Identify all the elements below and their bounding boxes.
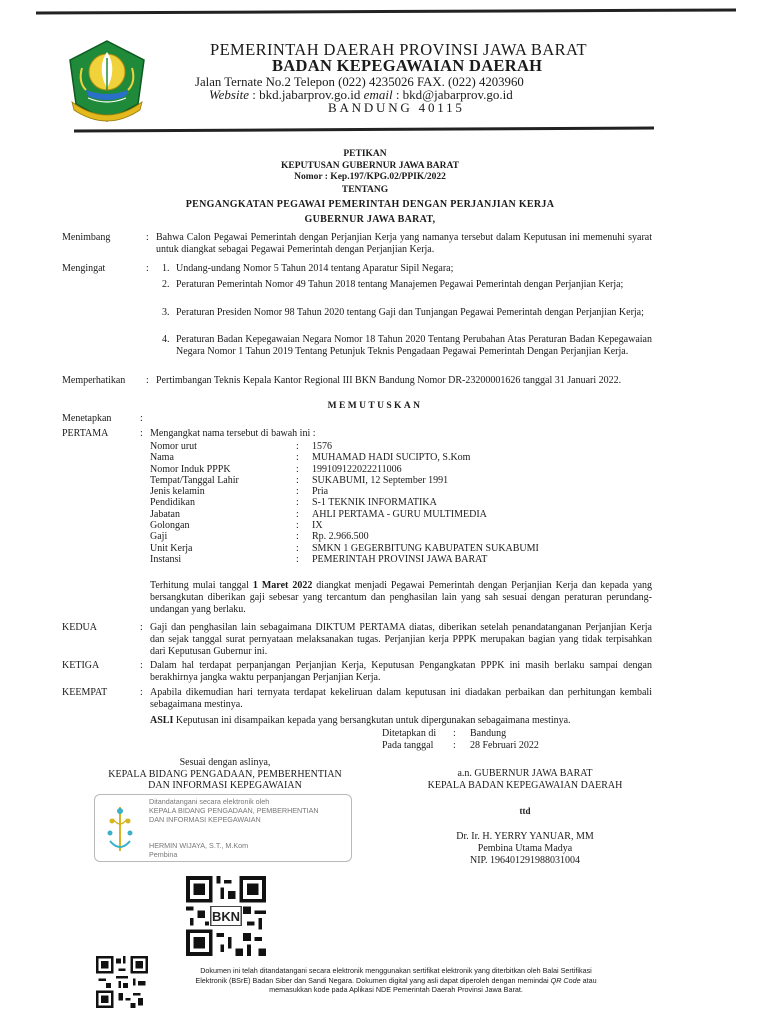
esign-rank: Pembina — [149, 850, 178, 859]
mengingat-item: 2. Peraturan Pemerintah Nomor 49 Tahun 2018 tentang Manajemen Pegawai Pemerintah dengan Perjanjian Kerja; — [162, 279, 624, 290]
asli-text: ASLI Keputusan ini disampaikan kepada yang bersangkutan untuk dipergunakan sebagaimana mestinya. — [150, 715, 571, 726]
colon: : — [140, 687, 143, 698]
ditetapkan-di: Ditetapkan di : Bandung — [382, 728, 507, 739]
colon: : — [146, 375, 149, 386]
letterhead-city: BANDUNG 40115 — [328, 100, 465, 115]
colon: : — [140, 428, 143, 439]
electronic-signature-notice: Dokumen ini telah ditandatangani secara elektronik menggunakan sertifikat elektronik yang diterbitkan oleh Balai Sertifikasi Elektronik (BSrE) Badan Siber dan Sandi Negara. Dokumen digital yang asli dapat diperoleh dengan memindai QR Code atau memasukkan kode pada Aplikasi NDE Pemerintah Daerah Provinsi Jawa Barat. — [195, 966, 597, 995]
label-memperhatikan: Memperhatikan — [62, 375, 126, 386]
website-label: Website — [209, 87, 249, 102]
electronic-signature-box — [94, 794, 352, 862]
letterhead-government: PEMERINTAH DAERAH PROVINSI JAWA BARAT — [210, 40, 588, 59]
signature-right-title: a.n. GUBERNUR JAWA BARAT KEPALA BADAN KEPEGAWAIAN DAERAH — [427, 768, 623, 791]
keempat-text: Apabila dikemudian hari ternyata terdapat kekeliruan dalam keputusan ini diadakan perbaikan dan perhitungan kembali sebagaimana mestinya. — [150, 687, 652, 711]
label-menimbang: Menimbang — [62, 232, 111, 243]
label-keempat: KEEMPAT — [62, 687, 108, 698]
colon: : — [146, 263, 149, 274]
colon: : — [140, 622, 143, 633]
esign-title-2: DAN INFORMASI KEPEGAWAIAN — [149, 815, 261, 824]
email-label: email — [363, 87, 393, 102]
letterhead-address: Jalan Ternate No.2 Telepon (022) 4235026 FAX. (022) 4203960 — [195, 75, 524, 89]
pada-tanggal: Pada tanggal : 28 Februari 2022 — [382, 740, 539, 751]
esign-title-1: KEPALA BIDANG PENGADAAN, PEMBERHENTIAN — [149, 806, 319, 815]
label-ketiga: KETIGA — [62, 660, 100, 671]
terhitung-text: Terhitung mulai tanggal 1 Maret 2022 diangkat menjadi Pegawai Pemerintah dengan Perjanjian Kerja dan kepada yang bersangkutan diberikan gaji sebesar yang tercantum dan penghasilan lain yang sah sesuai dengan peraturan perundang-undangan yang berlaku. — [150, 580, 653, 616]
mengingat-item: 4. Peraturan Badan Kepegawaian Negara Nomor 18 Tahun 2020 Tentang Perubahan Atas Peraturan Badan Kepegawaian Negara Nomor 1 Tahun 2019 Tentang Petunjuk Teknis Pengadaan Pegawai Pemerintah Dengan Perjanjian Kerja. — [162, 334, 652, 358]
doc-number: Nomor : Kep.197/KPG.02/PPIK/2022 — [294, 172, 446, 182]
bsre-logo-icon — [105, 803, 135, 855]
colon: : — [140, 660, 143, 671]
memperhatikan-text: Pertimbangan Teknis Kepala Kantor Regional III BKN Bandung Nomor DR-23200001626 tanggal 31 Januari 2022. — [156, 375, 622, 386]
pertama-intro: Mengangkat nama tersebut di bawah ini : — [150, 428, 316, 439]
esign-name: HERMIN WIJAYA, S.T., M.Kom — [149, 841, 249, 850]
colon: : — [146, 232, 149, 243]
doc-petikan: PETIKAN — [343, 149, 387, 159]
top-border-line — [36, 8, 736, 14]
label-pertama: PERTAMA — [62, 428, 109, 439]
doc-subject: PENGANGKATAN PEGAWAI PEMERINTAH DENGAN PERJANJIAN KERJA — [185, 199, 555, 210]
signatory-details: Dr. Ir. H. YERRY YANUAR, MM Pembina Utama Madya NIP. 196401291988031004 — [456, 831, 594, 866]
ttd-mark: ttd — [519, 806, 531, 816]
mengingat-item: 3. Peraturan Presiden Nomor 98 Tahun 2020 tentang Gaji dan Tunjangan Pegawai Pemerintah dengan Perjanjian Kerja; — [162, 307, 644, 318]
label-kedua: KEDUA — [62, 622, 97, 633]
letterhead — [0, 24, 768, 132]
qr-code-bkn-icon[interactable] — [186, 876, 266, 956]
website-value[interactable]: : bkd.jabarprov.go.id — [248, 87, 364, 102]
doc-tentang: TENTANG — [341, 185, 389, 195]
colon: : — [140, 413, 143, 424]
doc-keputusan: KEPUTUSAN GUBERNUR JAWA BARAT — [281, 161, 459, 171]
memutuskan-heading: MEMUTUSKAN — [327, 401, 423, 411]
esign-caption: Ditandatangani secara elektronik oleh — [149, 797, 270, 806]
doc-gubernur: GUBERNUR JAWA BARAT, — [304, 214, 436, 225]
qr-code-verification-icon[interactable] — [96, 956, 148, 1008]
qr-label: BKN — [211, 908, 241, 924]
ketiga-text: Dalam hal terdapat perpanjangan Perjanjian Kerja, Keputusan Pengangkatan PPPK ini masih berlaku sampai dengan berakhirnya jangka waktu perpanjangan Perjanjian Kerja. — [150, 660, 652, 684]
kedua-text: Gaji dan penghasilan lain sebagaimana DIKTUM PERTAMA diatas, diberikan setelah penandatanganan Perjanjian Kerja dan sejak tanggal surat pernyataan melaksanakan tugas. Perjanjian kerja PPPK merupakan bagian yang tidak terpisahkan dari Keputusan Gubernur ini. — [150, 622, 652, 658]
menimbang-text: Bahwa Calon Pegawai Pemerintah dengan Perjanjian Kerja yang namanya tersebut dalam Keputusan ini memenuhi syarat untuk diangkat sebagai Pegawai Pemerintah dengan Perjanjian Kerja. — [156, 232, 652, 256]
west-java-emblem-icon — [64, 38, 150, 124]
letterhead-agency: BADAN KEPEGAWAIAN DAERAH — [272, 56, 543, 75]
label-mengingat: Mengingat — [62, 263, 106, 274]
email-value[interactable]: : bkd@jabarprov.go.id — [392, 87, 513, 102]
signature-left-title: Sesuai dengan aslinya, KEPALA BIDANG PENGADAAN, PEMBERHENTIAN DAN INFORMASI KEPEGAWAIAN — [108, 757, 342, 791]
label-menetapkan: Menetapkan — [62, 413, 112, 424]
mengingat-item: 1. Undang-undang Nomor 5 Tahun 2014 tentang Aparatur Sipil Negara; — [162, 263, 454, 274]
